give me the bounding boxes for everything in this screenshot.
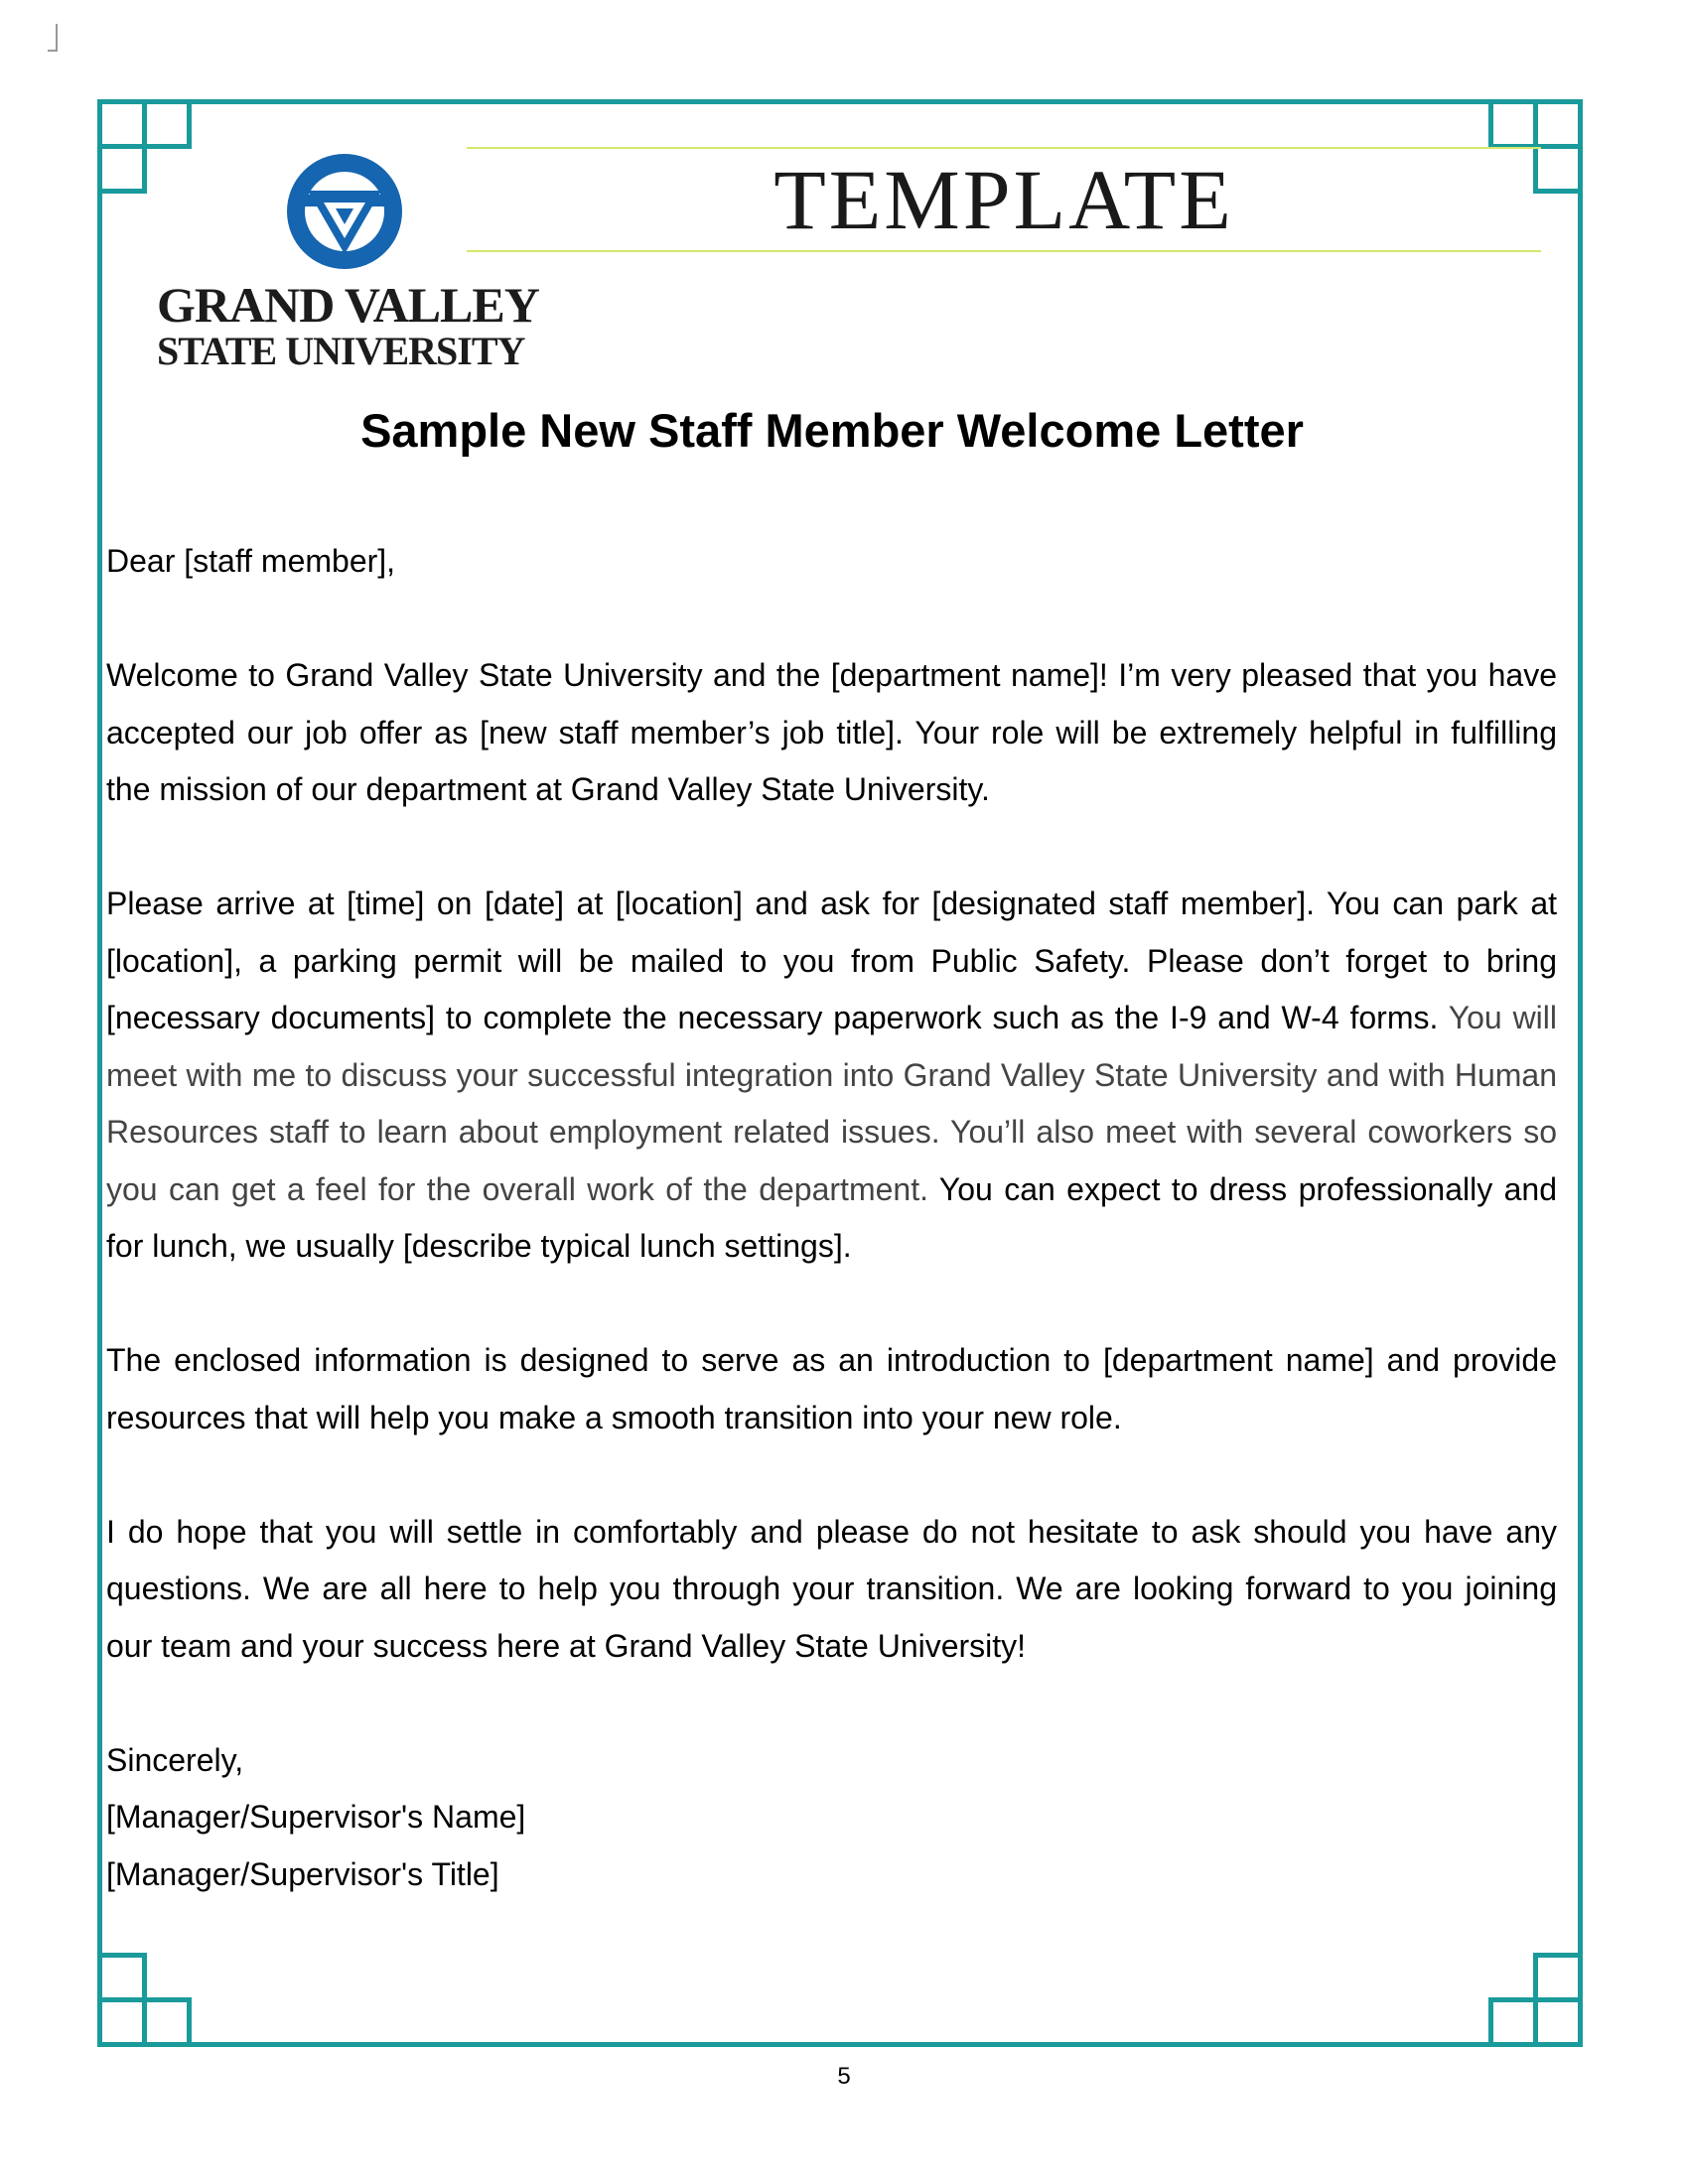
corner-ornament-bottom-left: [97, 1952, 193, 2047]
template-label: TEMPLATE: [774, 152, 1234, 247]
paragraph-closing-remarks: I do hope that you will settle in comfortably and please do not hesitate to ask should you have any questions. We are all here to help you through your transition. We are looking forward to you joining our team and your success here at Grand Valley State University!: [106, 1513, 1557, 1664]
gvsu-logo-mark-icon: [284, 151, 405, 272]
signature-block: [106, 1732, 1557, 1904]
corner-ornament-bottom-right: [1487, 1952, 1583, 2047]
page-number: 5: [837, 2063, 851, 2090]
logo-text-line2: STATE UNIVERSITY: [157, 329, 525, 373]
signer-title: [Manager/Supervisor's Title]: [106, 1855, 499, 1892]
paragraph-arrival: [106, 876, 1557, 1276]
paragraph-welcome: Welcome to Grand Valley State University and the [department name]! I’m very pleased that you have accepted our job offer as [new staff member’s job title]. Your role will be extremely helpful in fulfilling the mission of our department at Grand Valley State University.: [106, 657, 1557, 807]
logo-text-line1: GRAND VALLEY: [157, 277, 539, 333]
letter-body: [106, 533, 1557, 1903]
paragraph-arrival-part2: You will meet with me to discuss your successful integration into Grand Valley State University and with Human Resources staff to learn about employment related issues. You’ll also meet with several coworkers so you can get a feel for the overall work of the department.: [106, 1000, 1558, 1207]
paragraph-arrival-part1: Please arrive at [time] on [date] at [location] and ask for [designated staff member]. You can park at [location], a parking permit will be mailed to you from Public Safety. Please don’t forget to bring [necessary documents] to complete the necessary paperwork such as the I-9 and W-4 forms.: [106, 886, 1557, 1035]
text-cursor-mark: [56, 24, 58, 52]
template-header-band: [467, 147, 1541, 252]
salutation: Dear [staff member],: [106, 543, 396, 579]
paragraph-arrival-part3: You can expect to dress professionally and for lunch, we usually [describe typical lunch settings].: [106, 1170, 1558, 1264]
paragraph-introduction: The enclosed information is designed to serve as an introduction to [department name] and provide resources that will help you make a smooth transition into your new role.: [106, 1342, 1557, 1435]
document-title: Sample New Staff Member Welcome Letter: [360, 404, 1304, 457]
closing-word: Sincerely,: [106, 1741, 244, 1778]
signer-name: [Manager/Supervisor's Name]: [106, 1799, 526, 1835]
